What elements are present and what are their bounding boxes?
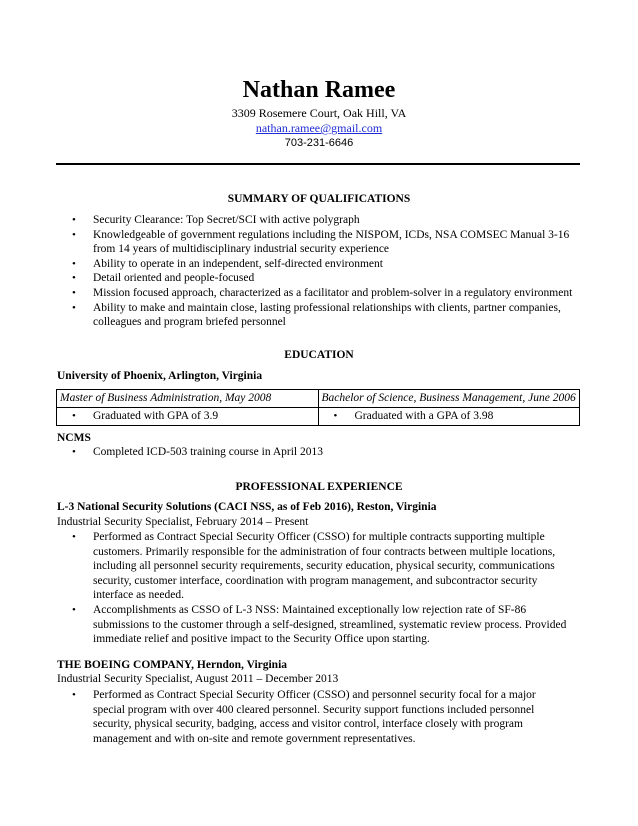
job2-list bbox=[57, 688, 567, 746]
email-line bbox=[0, 121, 638, 135]
email-link[interactable]: nathan.ramee@gmail.com bbox=[255, 121, 383, 135]
summary-item: • Ability to operate in an independent, self-directed environment bbox=[57, 257, 577, 272]
degree-table bbox=[56, 389, 580, 426]
education-heading: EDUCATION bbox=[284, 349, 354, 361]
degree-bachelors: Bachelor of Science, Business Management, June 2006 bbox=[318, 390, 580, 408]
ncms-item: • Completed ICD-503 training course in April 2013 bbox=[57, 445, 577, 460]
job1-employer: L-3 National Security Solutions (CACI NSS, as of Feb 2016), Reston, Virginia bbox=[57, 501, 437, 513]
summary-item: • Mission focused approach, characterized as a facilitator and problem-solver in a regulatory environment bbox=[57, 286, 577, 301]
candidate-name: Nathan Ramee bbox=[242, 77, 396, 103]
job2-item: • Performed as Contract Special Security Officer (CSSO) and personnel security focal for a major special program with over 400 cleared personnel. Security support functions included personnel security, physical security, badging, access and visitor control, interface closely with program management and with on-site and remote government representatives. bbox=[57, 688, 567, 746]
job1-title: Industrial Security Specialist, February 2014 – Present bbox=[57, 516, 309, 528]
job1-list bbox=[57, 530, 567, 647]
degree-masters: Master of Business Administration, May 2008 bbox=[57, 390, 319, 408]
address: 3309 Rosemere Court, Oak Hill, VA bbox=[231, 106, 407, 120]
job2-employer: THE BOEING COMPANY, Herndon, Virginia bbox=[57, 659, 288, 671]
job1-item: • Accomplishments as CSSO of L-3 NSS: Maintained exceptionally low rejection rate of SF-86 submissions to the customer through a self-designed, streamlined, systematic review process. Provided immediate relief and positive impact to the Security Office upon starting. bbox=[57, 603, 567, 647]
summary-item: • Security Clearance: Top Secret/SCI with active polygraph bbox=[57, 213, 577, 228]
summary-heading: SUMMARY OF QUALIFICATIONS bbox=[227, 193, 411, 205]
school-name: University of Phoenix, Arlington, Virginia bbox=[57, 370, 263, 382]
ncms-list bbox=[57, 445, 577, 460]
summary-item: • Ability to make and maintain close, lasting professional relationships with clients, partner companies, colleagues and program briefed personnel bbox=[57, 301, 577, 330]
summary-list bbox=[57, 213, 577, 330]
job2-title: Industrial Security Specialist, August 2011 – December 2013 bbox=[57, 673, 339, 685]
header-divider bbox=[56, 163, 580, 165]
gpa-cell-masters bbox=[57, 408, 319, 426]
experience-heading: PROFESSIONAL EXPERIENCE bbox=[235, 481, 403, 493]
phone: 703-231-6646 bbox=[284, 137, 354, 149]
job1-item: • Performed as Contract Special Security Officer (CSSO) for multiple contracts supporting multiple customers. Primarily responsible for the administration of four contracts between multiple locations, including all personnel security requirements, security education, physical security, communications security, customer interface, coordination with program management, and subcontractor security interface as needed. bbox=[57, 530, 567, 603]
gpa-masters: • Graduated with GPA of 3.9 bbox=[57, 409, 315, 423]
summary-item: • Knowledgeable of government regulations including the NISPOM, ICDs, NSA COMSEC Manual 3-16 from 14 years of multidisciplinary industrial security experience bbox=[57, 228, 577, 257]
ncms-title: NCMS bbox=[57, 432, 91, 444]
gpa-cell-bachelors bbox=[318, 408, 580, 426]
gpa-bachelors: • Graduated with a GPA of 3.98 bbox=[319, 409, 577, 423]
summary-item: • Detail oriented and people-focused bbox=[57, 271, 577, 286]
